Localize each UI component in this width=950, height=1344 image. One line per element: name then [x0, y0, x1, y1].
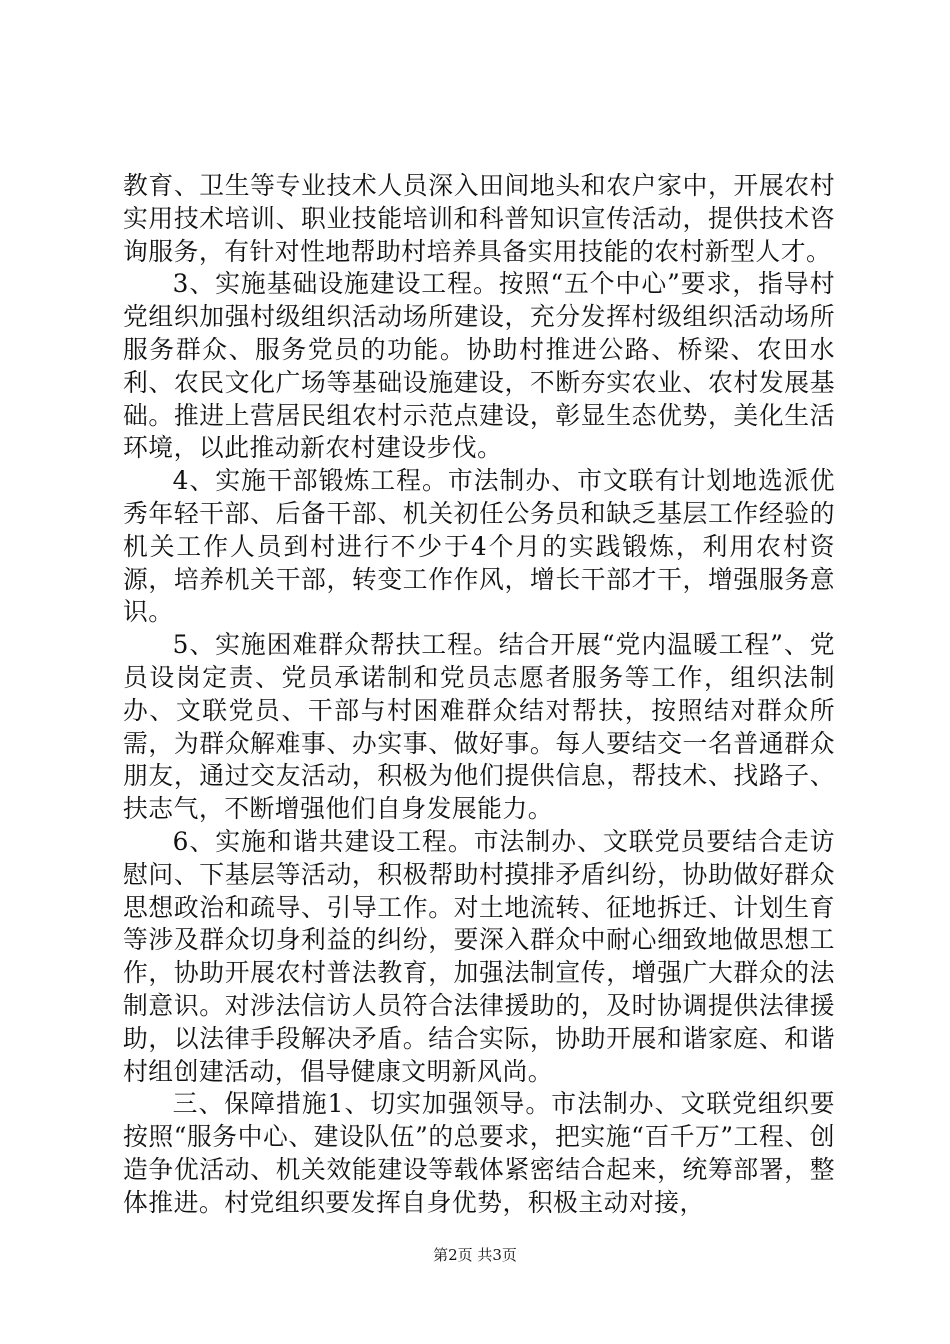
paragraph-harmony-building: 6、实施和谐共建设工程。市法制办、文联党员要结合走访慰问、下基层等活动，积极帮助村摸排矛盾纠纷，协助做好群众思想政治和疏导、引导工作。对土地流转、征地拆迁、计划生育等涉及群众切身利益的纠纷，要深入群众中耐心细致地做思想工作，协助开展农村普法教育，加强法制宣传，增强广大群众的法制意识。对涉法信访人员符合法律援助的，及时协调提供法律援助，以法律手段解决矛盾。结合实际，协助开展和谐家庭、和谐村组创建活动，倡导健康文明新风尚。 — [123, 826, 835, 1086]
paragraph-cadre-training: 4、实施干部锻炼工程。市法制办、市文联有计划地选派优秀年轻干部、后备干部、机关初任公务员和缺乏基层工作经验的机关工作人员到村进行不少于4个月的实践锻炼，利用农村资源，培养机关干部，转变工作作风，增长干部才干，增强服务意识。 — [123, 466, 835, 627]
paragraph-infrastructure: 3、实施基础设施建设工程。按照“五个中心”要求，指导村党组织加强村级组织活动场所建设，充分发挥村级组织活动场所服务群众、服务党员的功能。协助村推进公路、桥梁、农田水利、农民文化广场等基础设施建设，不断夯实农业、农村发展基础。推进上营居民组农村示范点建设，彰显生态优势，美化生活环境，以此推动新农村建设步伐。 — [123, 269, 835, 463]
page-number-label: 第2页 共3页 — [433, 1246, 517, 1264]
page-footer — [0, 1245, 950, 1265]
paragraph-poverty-assistance: 5、实施困难群众帮扶工程。结合开展“党内温暖工程”、党员设岗定责、党员承诺制和党员志愿者服务等工作，组织法制办、文联党员、干部与村困难群众结对帮扶，按照结对群众所需，为群众解难事、办实事、做好事。每人要结交一名普通群众朋友，通过交友活动，积极为他们提供信息，帮技术、找路子、扶志气，不断增强他们自身发展能力。 — [123, 630, 835, 824]
paragraph-safeguard-measures: 三、保障措施1、切实加强领导。市法制办、文联党组织要按照“服务中心、建设队伍”的总要求，把实施“百千万”工程、创造争优活动、机关效能建设等载体紧密结合起来，统筹部署，整体推进。村党组织要发挥自身优势，积极主动对接， — [123, 1089, 835, 1217]
document-body — [123, 170, 835, 1220]
paragraph-continuation: 教育、卫生等专业技术人员深入田间地头和农户家中，开展农村实用技术培训、职业技能培训和科普知识宣传活动，提供技术咨询服务，有针对性地帮助村培养具备实用技能的农村新型人才。 — [123, 171, 835, 266]
